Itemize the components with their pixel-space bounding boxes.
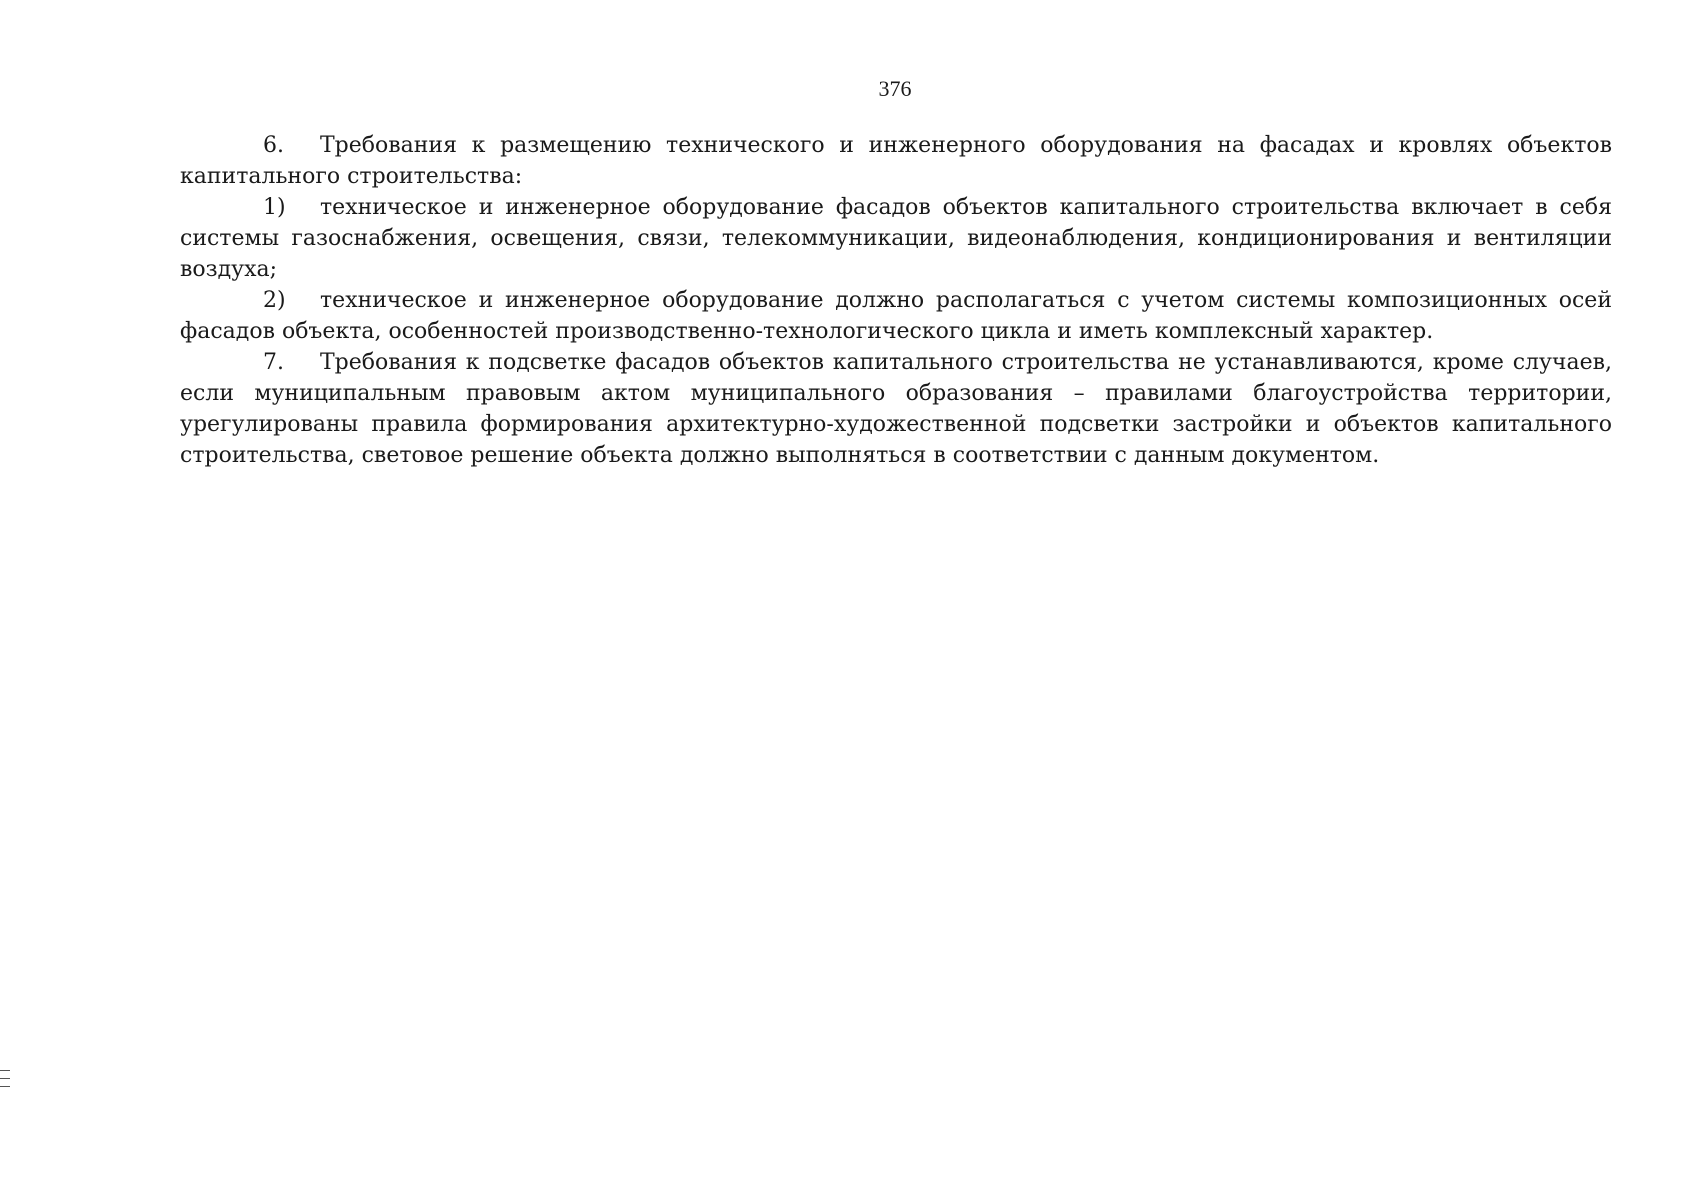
paragraph-subitem-2 — [180, 285, 1612, 347]
document-body — [180, 130, 1612, 471]
page-number: 376 — [878, 76, 912, 101]
paragraph-item-6 — [180, 130, 1612, 192]
paragraph-text: техническое и инженерное оборудование должно располагаться с учетом системы композиционных осей фасадов объекта, особенностей производственно-технологического цикла и иметь комплексный характер. — [180, 288, 1612, 344]
scan-mark — [0, 1078, 10, 1079]
paragraph-number: 6. — [263, 133, 284, 158]
scan-mark — [0, 1086, 10, 1087]
paragraph-number: 1) — [263, 195, 286, 220]
paragraph-text: Требования к размещению технического и инженерного оборудования на фасадах и кровлях объектов капитального строительства: — [180, 133, 1612, 189]
scan-mark — [0, 1070, 10, 1071]
margin-scan-marks — [0, 1070, 10, 1094]
paragraph-number: 2) — [263, 288, 286, 313]
paragraph-subitem-1 — [180, 192, 1612, 285]
paragraph-number: 7. — [263, 350, 284, 375]
paragraph-text: техническое и инженерное оборудование фасадов объектов капитального строительства включает в себя системы газоснабжения, освещения, связи, телекоммуникации, видеонаблюдения, кондиционирования и вентиляции воздуха; — [180, 195, 1612, 282]
paragraph-item-7 — [180, 347, 1612, 471]
paragraph-text: Требования к подсветке фасадов объектов капитального строительства не устанавливаются, кроме случаев, если муниципальным правовым актом муниципального образования – правилами благоустройства территории, урегулированы правила формирования архитектурно-художественной подсветки застройки и объектов капитального строительства, световое решение объекта должно выполняться в соответствии с данным документом. — [180, 350, 1612, 468]
